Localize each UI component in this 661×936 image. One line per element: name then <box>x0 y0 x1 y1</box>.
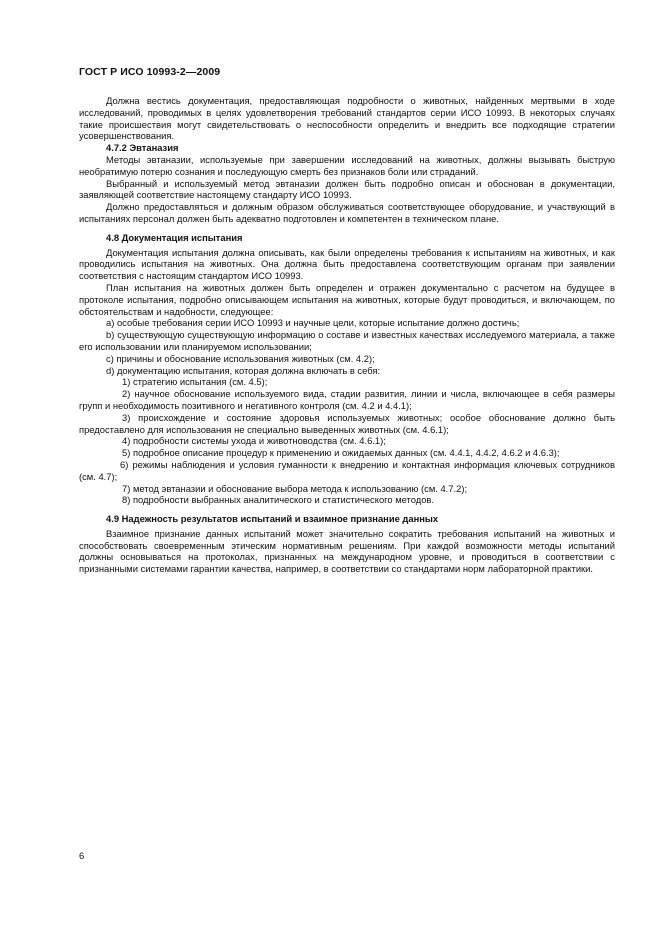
list-item-a: a) особые требования серии ИСО 10993 и научные цели, которые испытание должно достичь; <box>106 317 520 329</box>
sub-item-4: 4) подробности системы ухода и животноводства (см. 4.6.1); <box>122 435 386 447</box>
paragraph: План испытания на животных должен быть определен и отражен документально с расчетом на будущее в протоколе испытания, подробно описывающем испытания на животных, которые будут проводиться, и включающем, по обстоятельствам и надобности, следующее: <box>79 281 615 317</box>
sub-item-1: 1) стратегию испытания (см. 4.5); <box>122 376 268 388</box>
document-header: ГОСТ Р ИСО 10993-2—2009 <box>79 66 221 78</box>
sub-item-2: 2) научное обоснование используемого вида, стадии развития, линии и числа, включающее в себя размеры групп и необходимость позитивного и негативного контроля (см. 4.2 и 4.4.1); <box>79 388 615 411</box>
sub-item-6: 6) режимы наблюдения и условия гуманности к внедрению и контактная информация ключевых сотрудников (см. 4.7); <box>79 458 615 482</box>
list-item-d: d) документацию испытания, которая должна включать в себя: <box>106 364 381 376</box>
list-item-c: c) причины и обоснование использования животных (см. 4.2); <box>106 352 375 364</box>
sub-item-8: 8) подробности выбранных аналитического и статистического методов. <box>122 494 435 506</box>
sub-item-7: 7) метод эвтаназии и обоснование выбора метода к использованию (см. 4.7.2); <box>122 482 468 494</box>
paragraph: Должна вестись документация, предоставляющая подробности о животных, найденных мертвыми в ходе исследований, проводимых в целях удовлетворения требований стандартов серии ИСО 10993. В некоторых случаях такие происшествия могут свидетельствовать о неспособности определить и внедрить все подходящие стратегии усовершенствования. <box>79 95 615 142</box>
section-heading-4-7-2: 4.7.2 Эвтаназия <box>106 142 179 154</box>
paragraph: Методы эвтаназии, используемые при завершении исследований на животных, должны вызывать быструю необратимую потерю сознания и последующую смерть без признаков боли или страданий. <box>79 153 615 177</box>
document-body <box>79 95 615 575</box>
sub-item-5: 5) подробное описание процедур к применению и ожидаемых данных (см. 4.4.1, 4.4.2, 4.6.2 и 4.6.3); <box>122 447 560 459</box>
list-item-b: b) существующую существующую информацию о составе и известных качествах исследуемого материала, а также его использовании или планируемом использовании; <box>79 329 615 352</box>
page-number: 6 <box>79 850 85 861</box>
paragraph: Выбранный и используемый метод эвтаназии должен быть подробно описан и обоснован в документации, заявляющей соответствие настоящему стандарту ИСО 10993. <box>79 177 615 201</box>
sub-item-3: 3) происхождение и состояние здоровья используемых животных; особое обоснование должно быть предоставлено для использования не специально выведенных животных (см. 4.6.1); <box>79 411 615 435</box>
paragraph: Должно предоставляться и должным образом обслуживаться соответствующее оборудование, и участвующий в испытаниях персонал должен быть адекватно подготовлен и компетентен в техническом плане. <box>79 201 615 224</box>
paragraph: Взаимное признание данных испытаний может значительно сократить требования испытаний на животных и способствовать своевременным этическим нормативным решениям. При каждой возможности методы испытаний должны основываться на протоколах, признанных на международном уровне, и проводиться в соответствии с признанными системами гарантии качества, например, в соответствии со стандартами норм лабораторной практики. <box>79 527 615 575</box>
section-heading-4-9: 4.9 Надежность результатов испытаний и взаимное признание данных <box>106 513 439 525</box>
paragraph: Документация испытания должна описывать, как были определены требования к испытаниям на животных, и как проводились испытания на животных. Она должна быть предоставлена соответствующим органам при заявлении соответствия с настоящим стандартом ИСО 10993. <box>79 246 615 282</box>
section-heading-4-8: 4.8 Документация испытания <box>106 231 243 243</box>
